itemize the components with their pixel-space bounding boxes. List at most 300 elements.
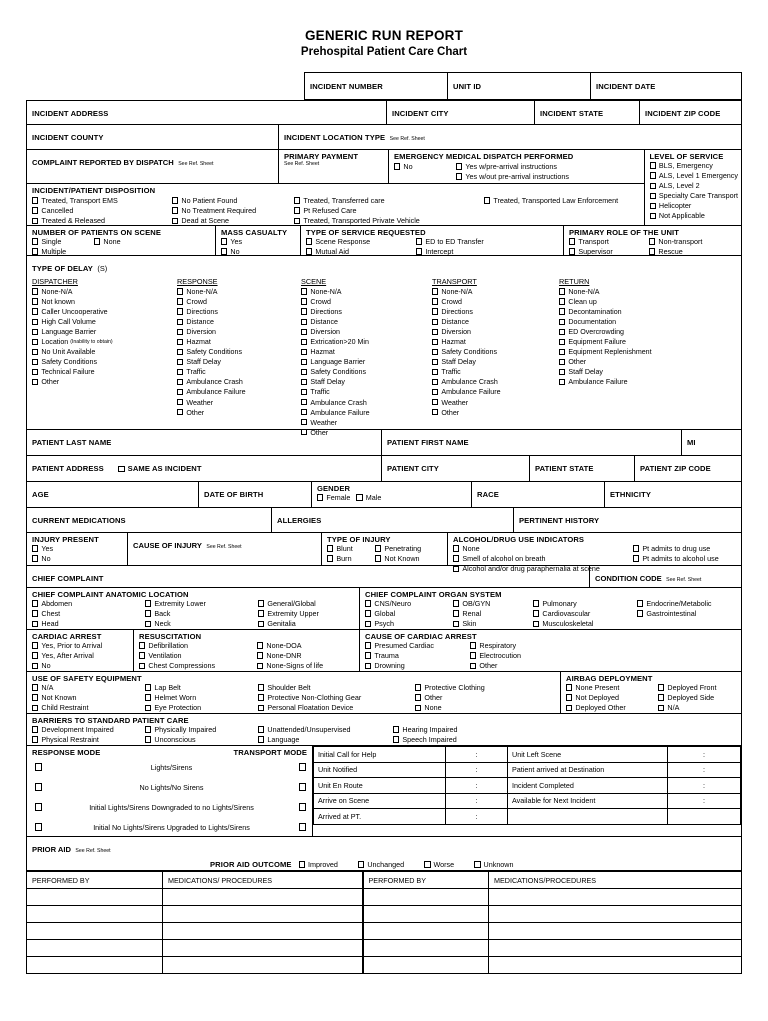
checkbox-icon[interactable] [258,684,264,690]
checkbox-transport-5[interactable] [432,337,559,347]
checkbox-psych[interactable] [365,619,453,629]
checkbox-cancelled[interactable] [32,206,172,216]
checkbox-ed-to-ed-transfer[interactable] [416,237,484,247]
checkbox-cns-neuro[interactable] [365,599,453,609]
checkbox-lap-belt[interactable] [145,683,258,693]
checkbox-icon[interactable] [172,218,178,224]
checkbox-renal[interactable] [453,609,533,619]
checkbox-icon[interactable] [32,652,38,658]
time-value-incident-completed[interactable]: : [668,778,741,794]
checkbox-icon[interactable] [453,600,459,606]
time-value-unit-left-scene[interactable]: : [668,747,741,763]
field-incident-date[interactable] [590,72,742,100]
checkbox-icon[interactable] [32,248,38,254]
checkbox-icon[interactable] [453,610,459,616]
checkbox-scene-3[interactable] [301,317,432,327]
checkbox-icon[interactable] [177,399,183,405]
checkbox-icon[interactable] [650,162,656,168]
checkbox-injury-no[interactable] [32,554,123,564]
checkbox-icon[interactable] [35,783,42,790]
cell-medications-1[interactable] [163,889,363,906]
checkbox-icon[interactable] [432,339,438,345]
checkbox-icon[interactable] [177,369,183,375]
checkbox-drowning[interactable] [365,661,470,671]
checkbox-icon[interactable] [221,238,227,244]
checkbox-language[interactable] [258,735,393,745]
cell-performed-by-1[interactable] [27,906,163,923]
checkbox-speech-impaired[interactable] [393,735,458,745]
checkbox-outcome-worse[interactable] [424,860,454,870]
checkbox-icon[interactable] [637,600,643,606]
checkbox-icon[interactable] [172,207,178,213]
cell-performed-by-2[interactable] [363,889,489,906]
checkbox-transport-no-lights-wrap[interactable] [290,783,312,790]
checkbox-icon[interactable] [432,319,438,325]
checkbox-icon[interactable] [649,238,655,244]
checkbox-icon[interactable] [393,726,399,732]
checkbox-icon[interactable] [393,736,399,742]
checkbox-response-8[interactable] [177,367,301,377]
checkbox-icon[interactable] [139,663,145,669]
checkbox-airbag-deployed-front[interactable] [658,683,717,693]
checkbox-return-6[interactable] [559,347,699,357]
checkbox-treated-released[interactable] [32,216,172,226]
checkbox-transport-upgraded-wrap[interactable] [290,823,312,830]
checkbox-safety-na[interactable] [32,683,145,693]
checkbox-icon[interactable] [327,555,333,561]
checkbox-icon[interactable] [415,705,421,711]
field-patient-city[interactable] [382,456,530,481]
checkbox-electrocution[interactable] [470,651,521,661]
field-allergies[interactable] [272,508,514,532]
checkbox-icon[interactable] [432,329,438,335]
checkbox-icon[interactable] [474,861,480,867]
checkbox-return-5[interactable] [559,337,699,347]
checkbox-icon[interactable] [365,663,371,669]
checkbox-icon[interactable] [394,163,400,169]
cell-medications-1[interactable] [163,906,363,923]
checkbox-icon[interactable] [258,694,264,700]
checkbox-response-upgraded-wrap[interactable] [27,823,53,830]
checkbox-dispatcher-1[interactable] [32,297,177,307]
checkbox-icon[interactable] [32,555,38,561]
checkbox-scene-1[interactable] [301,297,432,307]
checkbox-icon[interactable] [650,213,656,219]
checkbox-head[interactable] [32,619,145,629]
field-incident-state[interactable] [535,101,640,124]
checkbox-icon[interactable] [301,399,307,405]
cell-medications-1[interactable] [163,923,363,940]
checkbox-dispatcher-7[interactable] [32,357,177,367]
checkbox-response-5[interactable] [177,337,301,347]
checkbox-icon[interactable] [177,389,183,395]
checkbox-single[interactable] [32,237,94,247]
checkbox-respiratory[interactable] [470,641,521,651]
checkbox-none-patients[interactable] [94,237,121,247]
checkbox-eye-protection[interactable] [145,703,258,713]
checkbox-response-12[interactable] [177,408,301,418]
field-incident-city[interactable] [387,101,535,124]
field-complaint-reported-by-dispatch[interactable] [27,150,279,183]
checkbox-icon[interactable] [301,298,307,304]
checkbox-icon[interactable] [294,197,300,203]
checkbox-smell-alcohol[interactable] [453,554,633,564]
checkbox-icon[interactable] [566,694,572,700]
checkbox-icon[interactable] [177,329,183,335]
checkbox-icon[interactable] [32,736,38,742]
checkbox-transport-lights-sirens-wrap[interactable] [290,763,312,770]
checkbox-icon[interactable] [432,349,438,355]
checkbox-als-level2[interactable] [650,181,738,191]
checkbox-arrest-after-arrival[interactable] [32,651,129,661]
checkbox-cause-other[interactable] [470,661,521,671]
field-current-medications[interactable] [27,508,272,532]
cell-medications-1[interactable] [163,957,363,974]
checkbox-role-non-transport[interactable] [649,237,702,247]
checkbox-icon[interactable] [301,389,307,395]
field-chief-complaint[interactable] [27,566,590,587]
checkbox-role-rescue[interactable] [649,247,702,257]
checkbox-icon[interactable] [559,319,565,325]
checkbox-icon[interactable] [32,238,38,244]
checkbox-icon[interactable] [32,545,38,551]
time-value-initial-call[interactable]: : [446,747,508,763]
checkbox-scene-9[interactable] [301,377,432,387]
checkbox-neck[interactable] [145,619,258,629]
checkbox-icon[interactable] [306,238,312,244]
checkbox-icon[interactable] [139,652,145,658]
time-value-unit-notified[interactable]: : [446,762,508,778]
checkbox-transport-1[interactable] [432,297,559,307]
checkbox-icon[interactable] [327,545,333,551]
checkbox-icon[interactable] [32,319,38,325]
cell-medications-2[interactable] [489,957,742,974]
checkbox-icon[interactable] [456,173,462,179]
cell-medications-2[interactable] [489,889,742,906]
checkbox-scene-8[interactable] [301,367,432,377]
checkbox-extremity-upper[interactable] [258,609,319,619]
checkbox-icon[interactable] [358,861,364,867]
checkbox-response-lights-sirens-wrap[interactable] [27,763,53,770]
time-value-patient-arrived-destination[interactable]: : [668,762,741,778]
checkbox-treated-transferred-care[interactable] [294,196,484,206]
checkbox-pulmonary[interactable] [533,599,637,609]
checkbox-icon[interactable] [258,600,264,606]
checkbox-return-3[interactable] [559,317,699,327]
field-patient-first-name[interactable] [382,430,682,455]
checkbox-icon[interactable] [32,379,38,385]
checkbox-icon[interactable] [301,409,307,415]
checkbox-icon[interactable] [356,494,362,500]
checkbox-icon[interactable] [301,319,307,325]
checkbox-scene-11[interactable] [301,398,432,408]
checkbox-transport-10[interactable] [432,387,559,397]
cell-performed-by-2[interactable] [363,957,489,974]
checkbox-scene-0[interactable] [301,287,432,297]
checkbox-abdomen[interactable] [32,599,145,609]
checkbox-icon[interactable] [32,197,38,203]
checkbox-icon[interactable] [301,369,307,375]
checkbox-icon[interactable] [299,861,305,867]
cell-medications-2[interactable] [489,906,742,923]
checkbox-chest-compressions[interactable] [139,661,257,671]
checkbox-icon[interactable] [306,248,312,254]
field-condition-code[interactable] [590,566,741,587]
checkbox-icon[interactable] [35,803,42,810]
checkbox-dispatcher-2[interactable] [32,307,177,317]
checkbox-bls-emergency[interactable] [650,161,738,171]
field-incident-county[interactable] [27,125,279,149]
checkbox-icon[interactable] [32,684,38,690]
field-date-of-birth[interactable] [199,482,312,507]
checkbox-treated-transport-ems[interactable] [32,196,172,206]
checkbox-scene-12[interactable] [301,408,432,418]
checkbox-emd-yes-without[interactable] [456,172,569,182]
checkbox-airbag-na[interactable] [658,703,717,713]
checkbox-not-known-injury[interactable] [375,554,421,564]
checkbox-none-signs-of-life[interactable] [257,661,323,671]
checkbox-intercept[interactable] [416,247,484,257]
checkbox-icon[interactable] [139,642,145,648]
checkbox-dispatcher-3[interactable] [32,317,177,327]
checkbox-icon[interactable] [145,684,151,690]
checkbox-icon[interactable] [35,823,42,830]
checkbox-icon[interactable] [177,339,183,345]
checkbox-icon[interactable] [32,288,38,294]
checkbox-same-as-incident[interactable] [118,464,201,474]
checkbox-safety-other[interactable] [415,693,485,703]
checkbox-scene-13[interactable] [301,418,432,428]
checkbox-icon[interactable] [415,684,421,690]
time-value-available-next-incident[interactable]: : [668,793,741,809]
checkbox-icon[interactable] [257,663,263,669]
checkbox-unattended-unsupervised[interactable] [258,725,393,735]
checkbox-transport-6[interactable] [432,347,559,357]
checkbox-icon[interactable] [32,600,38,606]
checkbox-icon[interactable] [32,621,38,627]
checkbox-icon[interactable] [416,238,422,244]
checkbox-icon[interactable] [301,339,307,345]
checkbox-transport-downgraded-wrap[interactable] [290,803,312,810]
checkbox-transport-9[interactable] [432,377,559,387]
checkbox-response-1[interactable] [177,297,301,307]
checkbox-protective-clothing[interactable] [415,683,485,693]
checkbox-transport-12[interactable] [432,408,559,418]
checkbox-gastrointestinal[interactable] [637,609,712,619]
checkbox-trauma[interactable] [365,651,470,661]
checkbox-extremity-lower[interactable] [145,599,258,609]
checkbox-icon[interactable] [559,339,565,345]
field-pertinent-history[interactable] [514,508,741,532]
checkbox-admits-alcohol-use[interactable] [633,554,719,564]
checkbox-icon[interactable] [32,207,38,213]
checkbox-scene-response[interactable] [306,237,416,247]
checkbox-airbag-deployed-other[interactable] [566,703,658,713]
checkbox-icon[interactable] [301,308,307,314]
checkbox-dispatcher-6[interactable] [32,347,177,357]
checkbox-scene-5[interactable] [301,337,432,347]
checkbox-icon[interactable] [32,308,38,314]
checkbox-scene-4[interactable] [301,327,432,337]
checkbox-response-no-lights-wrap[interactable] [27,783,53,790]
checkbox-als-level1[interactable] [650,171,738,181]
checkbox-icon[interactable] [637,610,643,616]
checkbox-icon[interactable] [299,783,306,790]
checkbox-ob-gyn[interactable] [453,599,533,609]
checkbox-icon[interactable] [177,288,183,294]
checkbox-emd-yes-with[interactable] [456,162,569,172]
checkbox-response-9[interactable] [177,377,301,387]
checkbox-icon[interactable] [145,621,151,627]
checkbox-icon[interactable] [258,736,264,742]
checkbox-transport-2[interactable] [432,307,559,317]
checkbox-icon[interactable] [650,183,656,189]
checkbox-physically-impaired[interactable] [145,725,258,735]
checkbox-icon[interactable] [32,339,38,345]
checkbox-icon[interactable] [559,288,565,294]
checkbox-treated-transported-private[interactable] [294,216,484,226]
checkbox-icon[interactable] [566,684,572,690]
checkbox-icon[interactable] [415,694,421,700]
checkbox-icon[interactable] [633,545,639,551]
checkbox-return-2[interactable] [559,307,699,317]
checkbox-icon[interactable] [470,663,476,669]
checkbox-icon[interactable] [145,705,151,711]
checkbox-icon[interactable] [32,642,38,648]
field-patient-mi[interactable] [682,430,741,455]
checkbox-icon[interactable] [432,399,438,405]
checkbox-icon[interactable] [177,298,183,304]
field-cause-of-injury[interactable] [128,533,322,565]
checkbox-unconscious[interactable] [145,735,258,745]
checkbox-icon[interactable] [559,379,565,385]
checkbox-injury-yes[interactable] [32,544,123,554]
field-incident-location-type[interactable] [279,125,741,149]
checkbox-icon[interactable] [658,694,664,700]
checkbox-icon[interactable] [633,555,639,561]
checkbox-mutual-aid[interactable] [306,247,416,257]
field-race[interactable] [472,482,605,507]
checkbox-icon[interactable] [257,642,263,648]
checkbox-icon[interactable] [375,555,381,561]
checkbox-defibrillation[interactable] [139,641,257,651]
checkbox-endocrine-metabolic[interactable] [637,599,712,609]
checkbox-presumed-cardiac[interactable] [365,641,470,651]
checkbox-icon[interactable] [566,705,572,711]
checkbox-icon[interactable] [177,349,183,355]
checkbox-arrest-prior-arrival[interactable] [32,641,129,651]
checkbox-icon[interactable] [32,298,38,304]
checkbox-treated-transported-law[interactable] [484,196,618,206]
checkbox-airbag-not-deployed[interactable] [566,693,658,703]
checkbox-pt-refused-care[interactable] [294,206,484,216]
cell-performed-by-1[interactable] [27,957,163,974]
checkbox-icon[interactable] [257,652,263,658]
checkbox-icon[interactable] [424,861,430,867]
checkbox-global[interactable] [365,609,453,619]
checkbox-response-downgraded-wrap[interactable] [27,803,53,810]
checkbox-safety-none[interactable] [415,703,485,713]
checkbox-icon[interactable] [559,369,565,375]
field-unit-id[interactable] [447,72,590,100]
checkbox-return-0[interactable] [559,287,699,297]
checkbox-transport-7[interactable] [432,357,559,367]
cell-performed-by-2[interactable] [363,906,489,923]
checkbox-icon[interactable] [35,763,42,770]
checkbox-icon[interactable] [145,726,151,732]
cell-medications-2[interactable] [489,923,742,940]
checkbox-admits-drug-use[interactable] [633,544,719,554]
field-incident-zip[interactable] [640,101,741,124]
checkbox-transport-11[interactable] [432,398,559,408]
cell-medications-2[interactable] [489,940,742,957]
checkbox-icon[interactable] [177,308,183,314]
checkbox-outcome-unchanged[interactable] [358,860,404,870]
checkbox-icon[interactable] [432,288,438,294]
checkbox-mass-casualty-yes[interactable] [221,237,296,247]
checkbox-icon[interactable] [258,621,264,627]
checkbox-icon[interactable] [484,197,490,203]
checkbox-transport-0[interactable] [432,287,559,297]
checkbox-icon[interactable] [649,248,655,254]
checkbox-none-doa[interactable] [257,641,323,651]
checkbox-response-6[interactable] [177,347,301,357]
checkbox-icon[interactable] [221,248,227,254]
checkbox-icon[interactable] [432,379,438,385]
checkbox-role-supervisor[interactable] [569,247,649,257]
checkbox-icon[interactable] [32,369,38,375]
checkbox-icon[interactable] [453,545,459,551]
checkbox-icon[interactable] [32,329,38,335]
checkbox-transport-4[interactable] [432,327,559,337]
checkbox-role-transport[interactable] [569,237,649,247]
checkbox-icon[interactable] [375,545,381,551]
checkbox-alcohol-none[interactable] [453,544,633,554]
checkbox-icon[interactable] [301,349,307,355]
checkbox-icon[interactable] [301,288,307,294]
checkbox-icon[interactable] [416,248,422,254]
cell-performed-by-1[interactable] [27,923,163,940]
checkbox-icon[interactable] [301,419,307,425]
checkbox-icon[interactable] [365,642,371,648]
checkbox-scene-6[interactable] [301,347,432,357]
checkbox-icon[interactable] [432,389,438,395]
checkbox-specialty-care-transport[interactable] [650,191,738,201]
checkbox-icon[interactable] [658,684,664,690]
checkbox-response-4[interactable] [177,327,301,337]
checkbox-icon[interactable] [172,197,178,203]
checkbox-icon[interactable] [650,203,656,209]
checkbox-cardiovascular[interactable] [533,609,637,619]
checkbox-icon[interactable] [177,359,183,365]
checkbox-icon[interactable] [432,308,438,314]
checkbox-response-2[interactable] [177,307,301,317]
checkbox-dispatcher-5[interactable] [32,337,177,347]
time-value-unit-en-route[interactable]: : [446,778,508,794]
checkbox-icon[interactable] [432,409,438,415]
checkbox-icon[interactable] [533,621,539,627]
checkbox-response-3[interactable] [177,317,301,327]
checkbox-scene-2[interactable] [301,307,432,317]
checkbox-transport-8[interactable] [432,367,559,377]
checkbox-icon[interactable] [258,726,264,732]
field-patient-last-name[interactable] [27,430,382,455]
field-age[interactable] [27,482,199,507]
checkbox-icon[interactable] [32,726,38,732]
checkbox-icon[interactable] [432,298,438,304]
checkbox-icon[interactable] [118,466,124,472]
checkbox-icon[interactable] [470,652,476,658]
